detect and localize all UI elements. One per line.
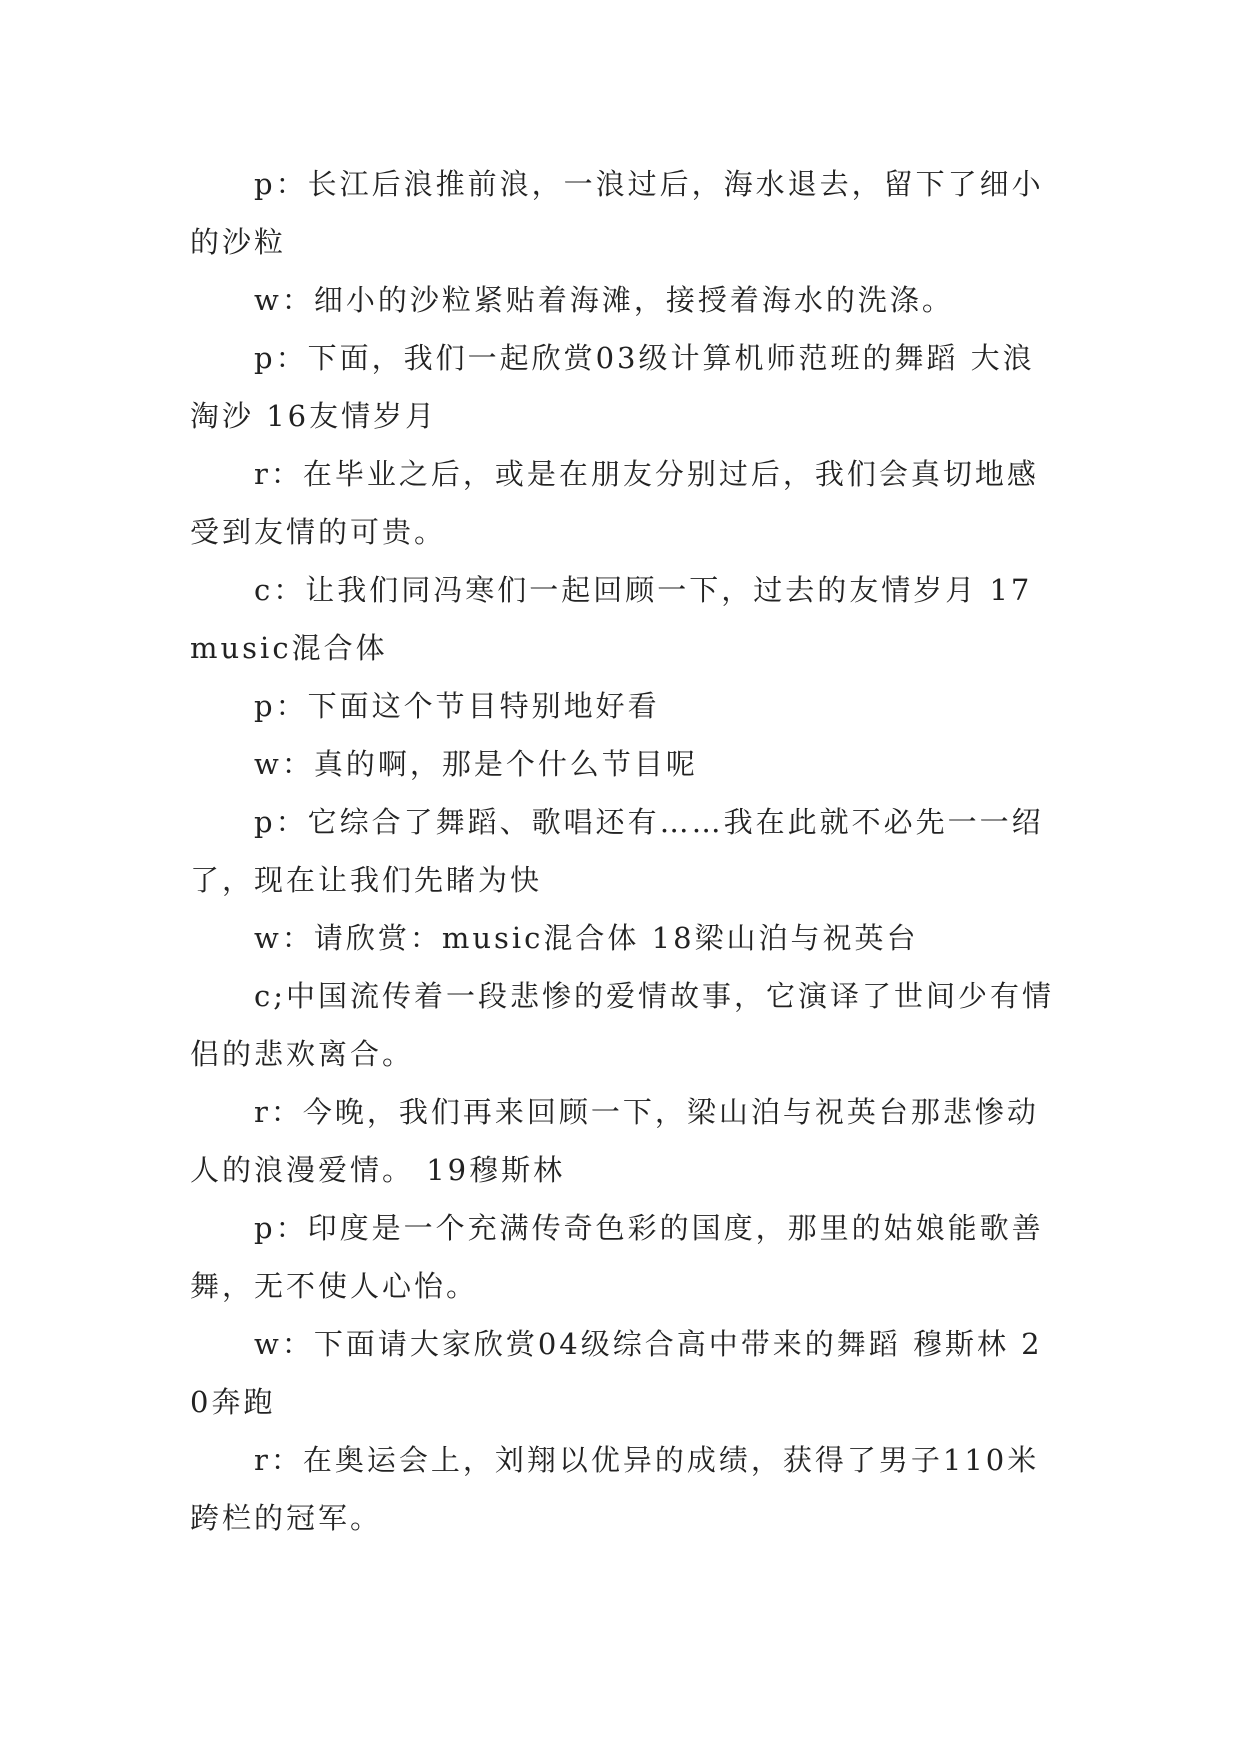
paragraph: p：印度是一个充满传奇色彩的国度，那里的姑娘能歌善舞，无不使人心怡。 bbox=[190, 1211, 1044, 1303]
paragraph: p：下面，我们一起欣赏03级计算机师范班的舞蹈 大浪淘沙 16友情岁月 bbox=[190, 341, 1035, 433]
paragraph: w：下面请大家欣赏04级综合高中带来的舞蹈 穆斯林 20奔跑 bbox=[190, 1327, 1043, 1419]
paragraph: p：长江后浪推前浪，一浪过后，海水退去，留下了细小的沙粒 bbox=[190, 167, 1044, 259]
paragraph: c：让我们同冯寒们一起回顾一下，过去的友情岁月 17 music混合体 bbox=[190, 573, 1033, 665]
paragraph: p：它综合了舞蹈、歌唱还有……我在此就不必先一一绍了，现在让我们先睹为快 bbox=[190, 805, 1044, 897]
paragraph: c;中国流传着一段悲惨的爱情故事，它演译了世间少有情侣的悲欢离合。 bbox=[190, 979, 1055, 1071]
paragraph: w：细小的沙粒紧贴着海滩，接授着海水的洗涤。 bbox=[254, 283, 954, 317]
document-body bbox=[190, 155, 1055, 1547]
paragraph: r：在毕业之后，或是在朋友分别过后，我们会真切地感受到友情的可贵。 bbox=[190, 457, 1039, 549]
paragraph: p：下面这个节目特别地好看 bbox=[254, 689, 660, 723]
paragraph: w：真的啊，那是个什么节目呢 bbox=[254, 747, 698, 781]
paragraph: r：今晚，我们再来回顾一下，梁山泊与祝英台那悲惨动人的浪漫爱情。 19穆斯林 bbox=[190, 1095, 1039, 1187]
paragraph: w：请欣赏：music混合体 18梁山泊与祝英台 bbox=[254, 921, 919, 955]
paragraph: r：在奥运会上，刘翔以优异的成绩，获得了男子110米跨栏的冠军。 bbox=[190, 1443, 1040, 1535]
